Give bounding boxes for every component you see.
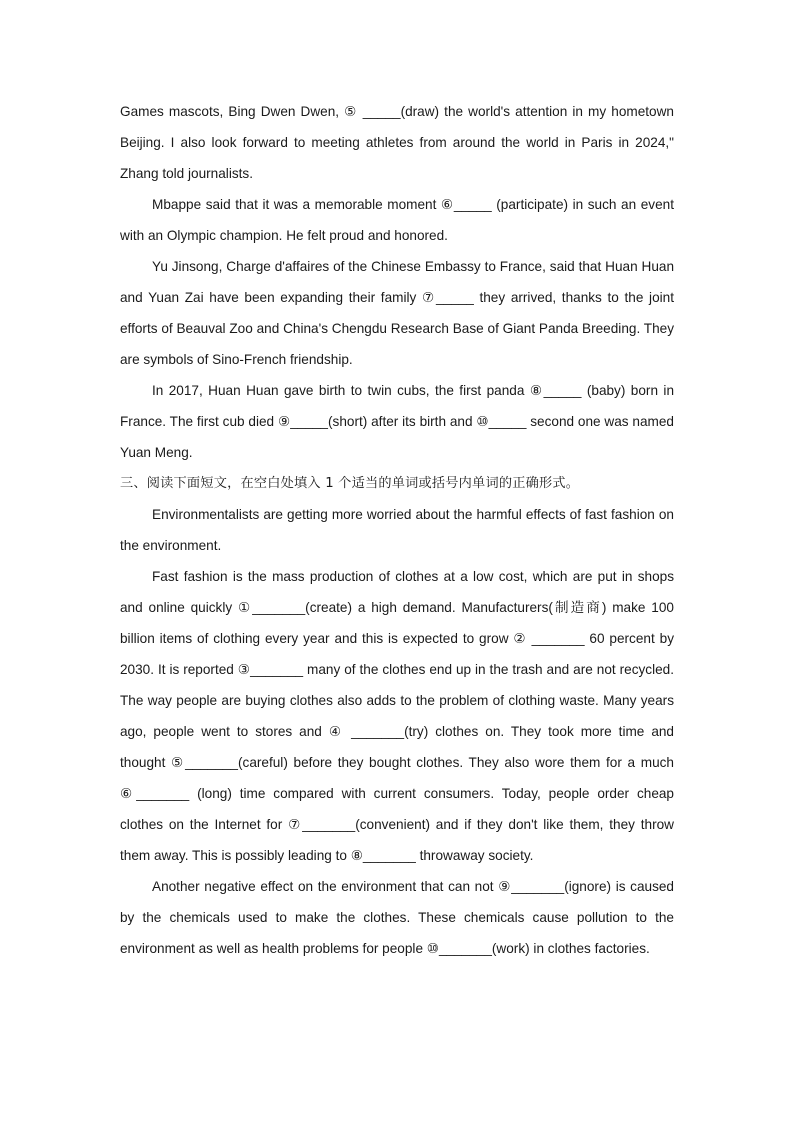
passage1-paragraph-4: In 2017, Huan Huan gave birth to twin cubs, the first panda ⑧_____ (baby) born in France. The first cub died ⑨_____(short) after its birth and ⑩_____ second one was named Yuan Meng.	[120, 383, 674, 460]
passage1-paragraph-3: Yu Jinsong, Charge d'affaires of the Chinese Embassy to France, said that Huan Huan and Yuan Zai have been expanding their family ⑦_____ they arrived, thanks to the joint efforts of Beauval Zoo and China's Chengdu Research Base of Giant Panda Breeding. They are symbols of Sino-French friendship.	[120, 259, 674, 367]
passage1-paragraph-1: Games mascots, Bing Dwen Dwen, ⑤ _____(draw) the world's attention in my hometown Beijing. I also look forward to meeting athletes from around the world in Paris in 2024," Zhang told journalists.	[120, 104, 674, 181]
section3-heading: 三、阅读下面短文，在空白处填入 1 个适当的单词或括号内单词的正确形式。	[120, 476, 580, 491]
section3-paragraph-1: Environmentalists are getting more worried about the harmful effects of fast fashion on the environment.	[120, 507, 674, 553]
passage1-paragraph-2: Mbappe said that it was a memorable moment ⑥_____ (participate) in such an event with an Olympic champion. He felt proud and honored.	[120, 197, 674, 243]
section3-paragraph-2: Fast fashion is the mass production of clothes at a low cost, which are put in shops and online quickly ①_______(create) a high demand. Manufacturers(制造商) make 100 billion items of clothing every year and this is expected to grow ② _______ 60 percent by 2030. It is reported ③_______ many of the clothes end up in the trash and are not recycled. The way people are buying clothes also adds to the problem of clothing waste. Many years ago, people went to stores and ④ _______(try) clothes on. They took more time and thought ⑤_______(careful) before they bought clothes. They also wore them for a much ⑥_______ (long) time compared with current consumers. Today, people order cheap clothes on the Internet for ⑦_______(convenient) and if they don't like them, they throw them away. This is possibly leading to ⑧_______ throwaway society.	[120, 569, 674, 863]
section3-paragraph-3: Another negative effect on the environment that can not ⑨_______(ignore) is caused by the chemicals used to make the clothes. These chemicals cause pollution to the environment as well as health problems for people ⑩_______(work) in clothes factories.	[120, 879, 674, 956]
document-page	[120, 96, 674, 964]
